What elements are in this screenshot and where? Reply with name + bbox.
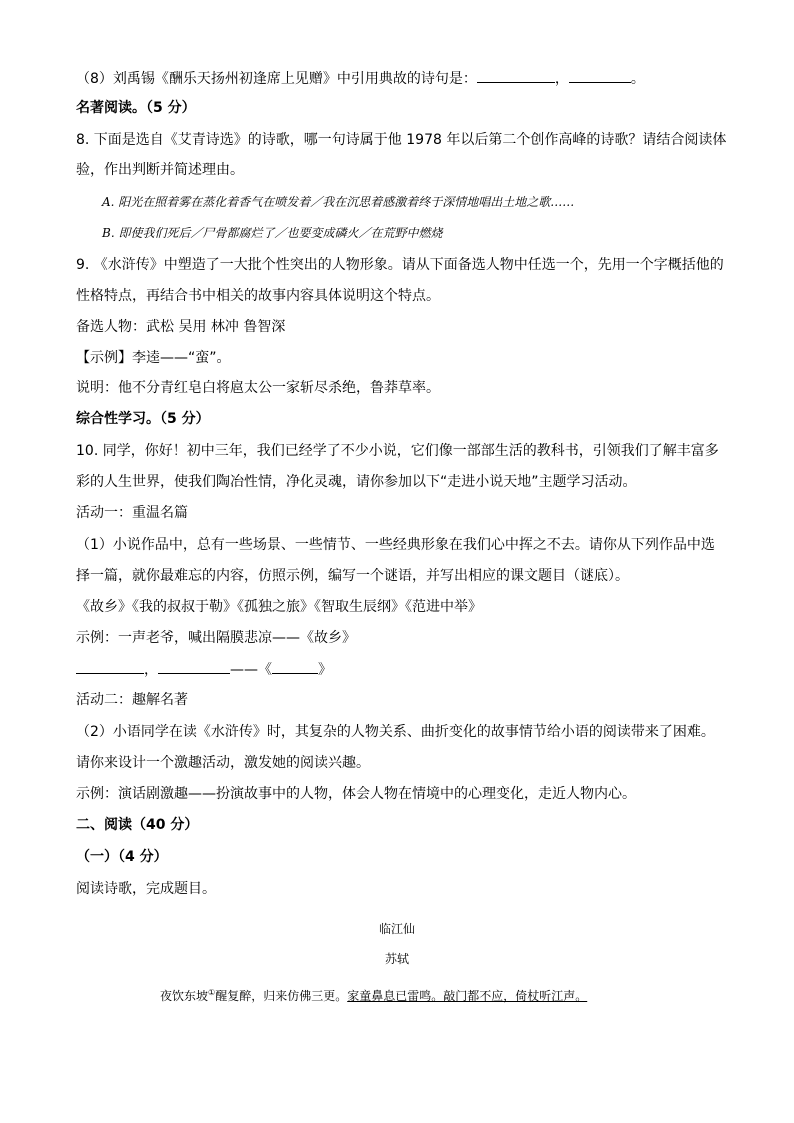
answer-blank[interactable] (569, 68, 631, 83)
candidates: 备选人物：武松 吴用 林冲 鲁智深 (76, 319, 286, 335)
poem-title: 临江仙 (378, 922, 415, 936)
footnote-marker: ① (208, 988, 216, 997)
section-heading: 名著阅读。（5 分） (76, 100, 196, 116)
answer-blank[interactable] (158, 659, 230, 674)
activity-1-title: 活动一：重温名篇 (76, 505, 188, 521)
section-heading: 二、阅读（40 分） (76, 817, 199, 833)
riddle-answer-row: ， ——《 》 (76, 659, 726, 680)
sub-question-1-line1: （1）小说作品中，总有一些场景、一些情节、一些经典形象在我们心中挥之不去。请你从下列作品中选 (76, 537, 715, 553)
question-10-line2: 彩的人生世界，使我们陶冶性情，净化灵魂，请你参加以下“走进小说天地”主题学习活动。 (76, 474, 637, 490)
answer-blank[interactable] (76, 659, 144, 674)
option-b: B. 即使我们死后／尸骨都腐烂了／也要变成磷火／在荒野中燃烧 (102, 226, 443, 240)
example: 【示例】李逵——“蛮”。 (76, 350, 231, 366)
poem-author: 苏轼 (384, 952, 409, 966)
option-a: A. 阳光在照着雾在蒸化着香气在喷发着／我在沉思着感激着终于深情地唱出土地之歌…… (102, 195, 575, 209)
example-riddle: 示例：一声老爷，喊出隔膜悲凉——《故乡》 (76, 630, 356, 646)
underlined-text: 家童鼻息已雷鸣。敲门都不应，倚杖听江声。 (347, 989, 588, 1003)
question-text: （8）刘禹锡《酬乐天扬州初逢席上见赠》中引用典故的诗句是： (76, 71, 477, 87)
answer-blank[interactable] (272, 659, 318, 674)
question-9-line2: 性格特点，再结合书中相关的故事内容具体说明这个特点。 (76, 288, 440, 304)
sub-question-2-line2: 请你来设计一个激趣活动，激发她的阅读兴趣。 (76, 755, 370, 771)
part-heading: （一）（4 分） (76, 849, 168, 865)
example-activity: 示例：演话剧激趣——扮演故事中的人物，体会人物在情境中的心理变化，走近人物内心。 (76, 786, 636, 802)
activity-2-title: 活动二：趣解名著 (76, 692, 188, 708)
poem-line: 夜饮东坡①醒复醉，归来仿佛三更。家童鼻息已雷鸣。敲门都不应，倚杖听江声。 (160, 988, 588, 1003)
section-heading: 综合性学习。（5 分） (76, 411, 210, 427)
instruction: 阅读诗歌，完成题目。 (76, 881, 216, 897)
works-list: 《故乡》《我的叔叔于勒》《孤独之旅》《智取生辰纲》《范进中举》 (76, 599, 482, 615)
question-8-line2: 验，作出判断并简述理由。 (76, 162, 244, 178)
explanation: 说明：他不分青红皂白将扈太公一家斩尽杀绝，鲁莽草率。 (76, 380, 440, 396)
question-9-line1: 9. 《水浒传》中塑造了一大批个性突出的人物形象。请从下面备选人物中任选一个，先用一个字概括他的 (76, 257, 724, 273)
answer-blank[interactable] (477, 68, 555, 83)
sub-question-1-line2: 择一篇，就你最难忘的内容，仿照示例，编写一个谜语，并写出相应的课文题目（谜底）。 (76, 568, 629, 584)
question-8-line1: 8. 下面是选自《艾青诗选》的诗歌，哪一句诗属于他 1978 年以后第二个创作高峰的诗歌？请结合阅读体 (76, 132, 727, 148)
question-10-line1: 10. 同学，你好！初中三年，我们已经学了不少小说，它们像一部部生活的教科书，引领我们了解丰富多 (76, 443, 719, 459)
sub-question-2-line1: （2）小语同学在读《水浒传》时，其复杂的人物关系、曲折变化的故事情节给小语的阅读带来了困难。 (76, 724, 715, 740)
question-7-8: （8）刘禹锡《酬乐天扬州初逢席上见赠》中引用典故的诗句是： ， 。 (76, 68, 726, 89)
